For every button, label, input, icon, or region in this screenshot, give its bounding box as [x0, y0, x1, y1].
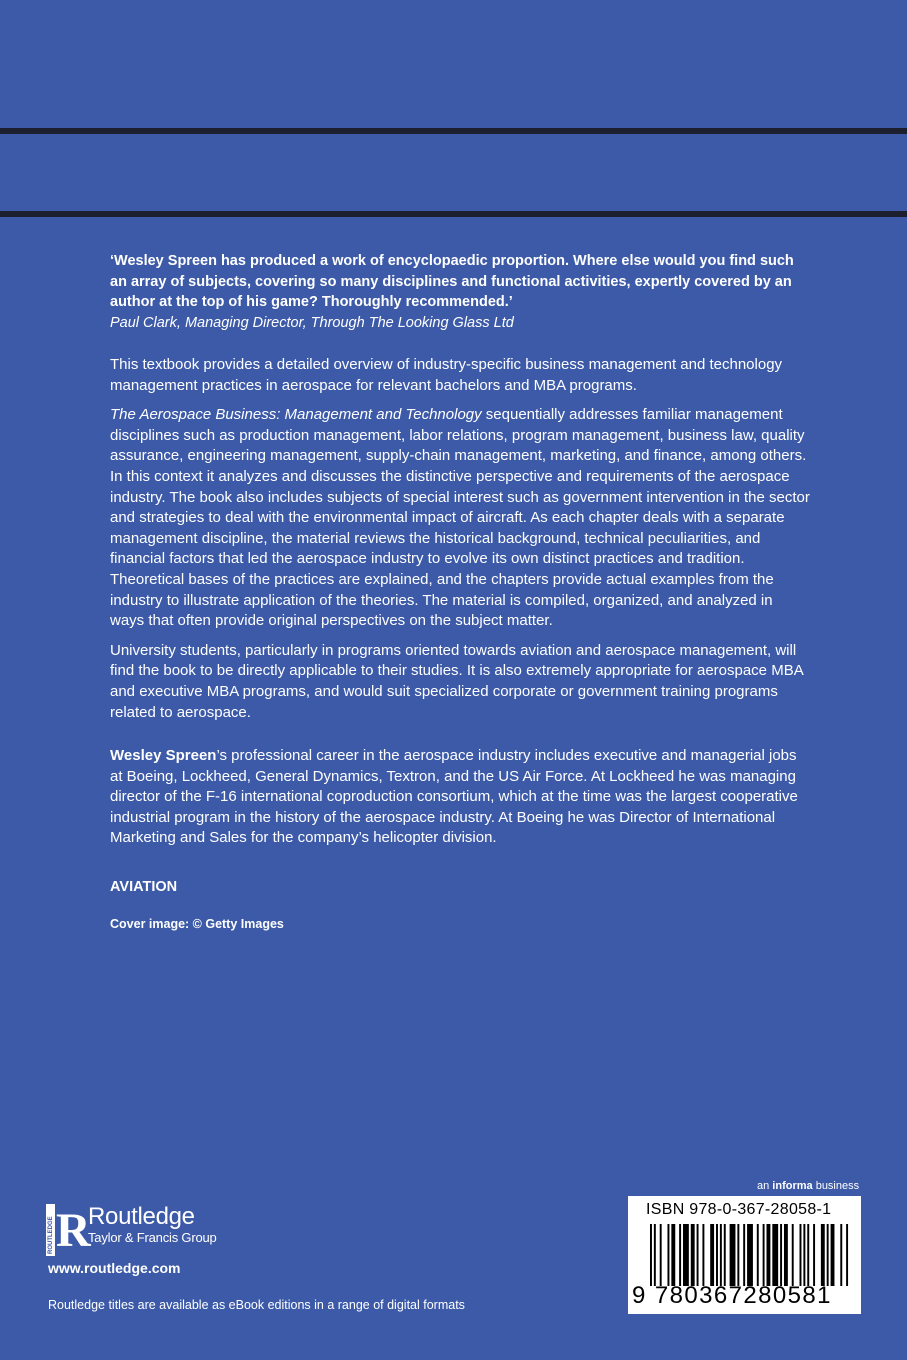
barcode-bar [767, 1224, 771, 1286]
barcode-bar [803, 1224, 805, 1286]
barcode-bar [720, 1224, 722, 1286]
author-bio-text: ’s professional career in the aerospace industry includes executive and managerial jobs at Boeing, Lockheed, General Dynamics, Textron, and the US Air Force. At Lockheed he was managing director of the F-16 international coproduction consortium, which at the time was the largest cooperative industrial program in the history of the aerospace industry. At Boeing he was Director of International Marketing and Sales for the company’s helicopter division. [110, 747, 798, 847]
barcode-bar [813, 1224, 815, 1286]
barcode-bar [702, 1224, 704, 1286]
barcode-bar [831, 1224, 835, 1286]
isbn-barcode-box [628, 1196, 861, 1314]
author-bio [110, 746, 810, 849]
barcode-bar [821, 1224, 825, 1286]
logo-wordmark [88, 1204, 217, 1246]
barcode-bar [691, 1224, 695, 1286]
logo-vertical-text: ROUTLEDGE [48, 1216, 54, 1254]
barcode-bar [807, 1224, 809, 1286]
publisher-name: Routledge [88, 1203, 195, 1230]
routledge-logo-icon [46, 1204, 91, 1257]
barcode-bar [654, 1224, 656, 1286]
barcode-bar [772, 1224, 778, 1286]
barcode-digits-left: 780367 [654, 1282, 744, 1309]
author-name: Wesley Spreen [110, 747, 217, 765]
informa-business-tag [757, 1180, 859, 1192]
ebook-availability-note: Routledge titles are available as eBook editions in a range of digital formats [48, 1298, 465, 1312]
cover-image-credit: Cover image: © Getty Images [110, 917, 284, 932]
barcode-bar [747, 1224, 753, 1286]
isbn-label: ISBN 978-0-367-28058-1 [646, 1201, 832, 1218]
description-paragraph-3: University students, particularly in programs oriented towards aviation and aerospace management, will find the book to be directly applicable to their studies. It is also extremely appropriate for aerospace MBA and executive MBA programs, and would suit specialized corporate or government training programs related to aerospace. [110, 641, 803, 721]
barcode-bar [683, 1224, 689, 1286]
barcode-bar [792, 1224, 794, 1286]
barcode-bar [743, 1224, 745, 1286]
barcode-bar [757, 1224, 759, 1286]
second-divider-rule [0, 211, 907, 217]
barcode-digits [632, 1282, 832, 1310]
logo-letter: R [56, 1204, 91, 1257]
barcode-bar [724, 1224, 726, 1286]
barcode-bar [710, 1224, 714, 1286]
barcode-digit-first: 9 [632, 1282, 647, 1309]
barcode-bar [650, 1224, 652, 1286]
barcode-bar [716, 1224, 718, 1286]
informa-suffix: business [812, 1180, 860, 1192]
top-divider-rule [0, 128, 907, 134]
barcode-bar [730, 1224, 736, 1286]
barcode-bar [763, 1224, 765, 1286]
barcode-bar [780, 1224, 782, 1286]
routledge-logo [46, 1204, 217, 1256]
barcode-bar [679, 1224, 681, 1286]
description-paragraph-2 [110, 405, 810, 632]
barcode-bar [846, 1224, 848, 1286]
barcode-bar [697, 1224, 699, 1286]
description-paragraph-1: This textbook provides a detailed overview of industry-specific business management and technology management practices in aerospace for relevant bachelors and MBA programs. [110, 356, 783, 394]
publisher-group: Taylor & Francis Group [88, 1230, 217, 1245]
barcode-bar [667, 1224, 669, 1286]
barcode [650, 1224, 850, 1286]
informa-prefix: an [757, 1180, 773, 1192]
endorsement-quote: ‘Wesley Spreen has produced a work of encyclopaedic proportion. Where else would you find such an array of subjects, covering so many disciplines and functional activities, expertly covered by an author at the top of his game? Thoroughly recommended.’ [110, 253, 794, 310]
barcode-bar [800, 1224, 802, 1286]
book-title: The Aerospace Business: Management and Technology [110, 406, 482, 424]
barcode-bar [827, 1224, 829, 1286]
barcode-bar [671, 1224, 675, 1286]
description-paragraph-2-text: sequentially addresses familiar management disciplines such as production management, labor relations, program management, business law, quality assurance, engineering management, supply-chain management, marketing, and finance, among others. In this context it analyzes and discusses the distinctive perspective and requirements of the aerospace industry. The book also includes subjects of special interest such as government intervention in the sector and strategies to deal with the environmental impact of aircraft. As each chapter deals with a separate management discipline, the material reviews the historical background, technical peculiarities, and financial factors that led the aerospace industry to evolve its own distinct practices and tradition. Theoretical bases of the practices are explained, and the chapters provide actual examples from the industry to illustrate application of the theories. The material is compiled, organized, and analyzed in ways that often provide original perspectives on the subject matter. [110, 406, 810, 630]
informa-brand: informa [772, 1180, 813, 1192]
barcode-bar [840, 1224, 842, 1286]
barcode-bar [784, 1224, 788, 1286]
publisher-website[interactable]: www.routledge.com [48, 1260, 181, 1276]
endorsement-attribution: Paul Clark, Managing Director, Through The Looking Glass Ltd [110, 314, 514, 331]
barcode-digits-right: 280581 [743, 1282, 832, 1309]
subject-category: AVIATION [110, 879, 178, 896]
back-cover-text [110, 251, 810, 931]
barcode-bar [660, 1224, 662, 1286]
barcode-bar [737, 1224, 739, 1286]
